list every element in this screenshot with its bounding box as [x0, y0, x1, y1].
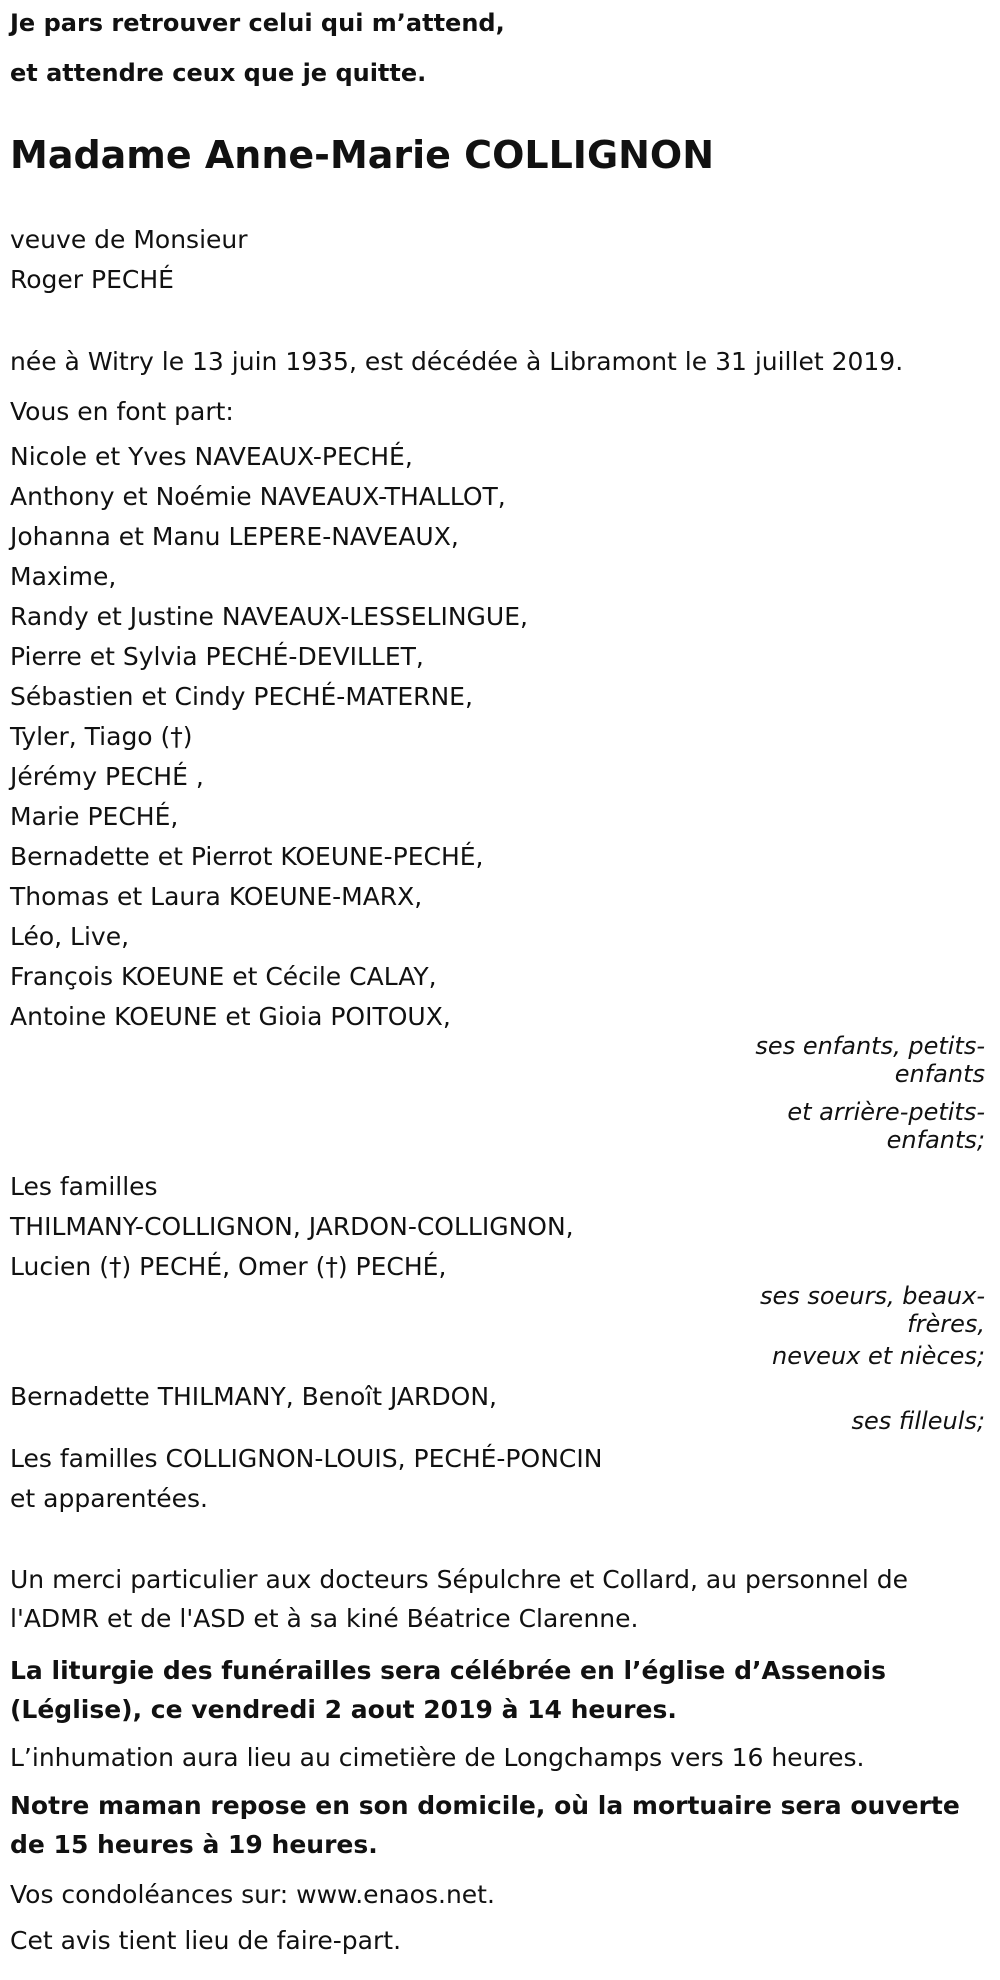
- funeral-paragraph: La liturgie des funérailles sera célébrée en l’église d’Assenois (Léglise), ce vendredi 2 aout 2019 à 14 heures.: [10, 1656, 886, 1724]
- thanks-paragraph: Un merci particulier aux docteurs Sépulchre et Collard, au personnel de l'ADMR et de l'ASD et à sa kiné Béatrice Clarenne.: [10, 1565, 909, 1633]
- relation-siblings: ses soeurs, beaux-frères,: [760, 1282, 985, 1338]
- family-member: Bernadette et Pierrot KOEUNE-PECHÉ,: [10, 842, 484, 871]
- repose-paragraph: Notre maman repose en son domicile, où la mortuaire sera ouverte de 15 heures à 19 heures.: [10, 1791, 960, 1859]
- burial-line: L’inhumation aura lieu au cimetière de Longchamps vers 16 heures.: [10, 1743, 865, 1772]
- family-4-line-1: Les familles COLLIGNON-LOUIS, PECHÉ-PONCIN: [10, 1444, 603, 1473]
- relation-great-grandchildren: et arrière-petits-enfants;: [787, 1098, 985, 1154]
- notice-line: Cet avis tient lieu de faire-part.: [10, 1926, 402, 1955]
- family-4-line-2: et apparentées.: [10, 1484, 208, 1513]
- condolences-line: Vos condoléances sur: www.enaos.net.: [10, 1880, 495, 1909]
- family-member: Maxime,: [10, 562, 117, 591]
- widow-line-1: veuve de Monsieur: [10, 225, 248, 254]
- family-3-line-1: Bernadette THILMANY, Benoît JARDON,: [10, 1382, 497, 1411]
- epigraph-line-1: Je pars retrouver celui qui m’attend,: [10, 9, 505, 37]
- family-member: Anthony et Noémie NAVEAUX-THALLOT,: [10, 482, 506, 511]
- family-member: François KOEUNE et Cécile CALAY,: [10, 962, 437, 991]
- family-member: Thomas et Laura KOEUNE-MARX,: [10, 882, 423, 911]
- widow-line-2: Roger PECHÉ: [10, 265, 174, 294]
- family-2-line-2: THILMANY-COLLIGNON, JARDON-COLLIGNON,: [10, 1212, 574, 1241]
- family-member: Johanna et Manu LEPERE-NAVEAUX,: [10, 522, 459, 551]
- relation-nephews: neveux et nièces;: [772, 1342, 985, 1370]
- family-2-line-3: Lucien (†) PECHÉ, Omer (†) PECHÉ,: [10, 1252, 447, 1281]
- announcement: Vous en font part:: [10, 397, 234, 426]
- relation-children: ses enfants, petits-enfants: [755, 1032, 985, 1088]
- family-member: Randy et Justine NAVEAUX-LESSELINGUE,: [10, 602, 528, 631]
- family-member: Tyler, Tiago (†): [10, 722, 193, 751]
- family-member: Sébastien et Cindy PECHÉ-MATERNE,: [10, 682, 473, 711]
- relation-godchildren: ses filleuls;: [851, 1407, 985, 1435]
- birth-death-line: née à Witry le 13 juin 1935, est décédée à Libramont le 31 juillet 2019.: [10, 347, 904, 376]
- family-member: Pierre et Sylvia PECHÉ-DEVILLET,: [10, 642, 424, 671]
- family-member: Nicole et Yves NAVEAUX-PECHÉ,: [10, 442, 413, 471]
- epigraph-line-2: et attendre ceux que je quitte.: [10, 59, 427, 87]
- family-member: Jérémy PECHÉ ,: [10, 762, 204, 791]
- deceased-name: Madame Anne-Marie COLLIGNON: [10, 133, 715, 177]
- family-member: Léo, Live,: [10, 922, 130, 951]
- family-member: Antoine KOEUNE et Gioia POITOUX,: [10, 1002, 451, 1031]
- family-member: Marie PECHÉ,: [10, 802, 179, 831]
- family-2-line-1: Les familles: [10, 1172, 158, 1201]
